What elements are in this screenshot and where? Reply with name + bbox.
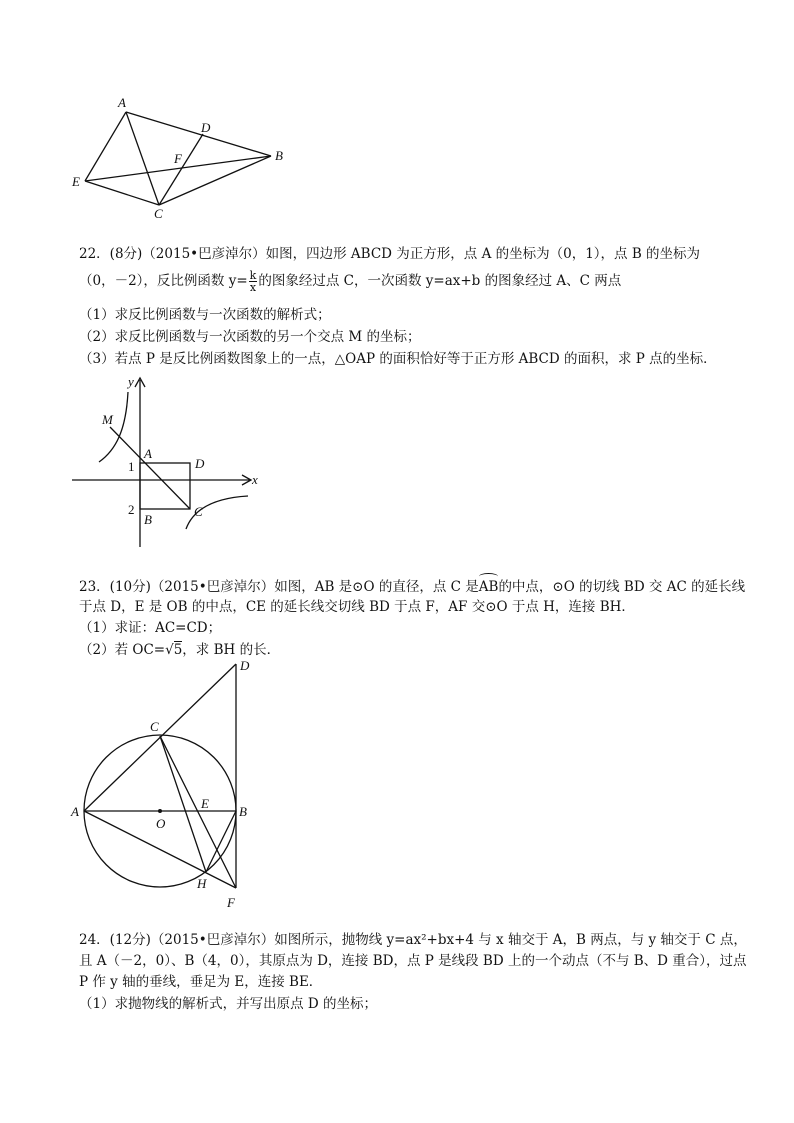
label-b: B (144, 512, 152, 527)
line-mac (110, 427, 190, 509)
q23-line1-b: 的中点，⊙O 的切线 BD 交 AC 的延长线 (498, 579, 746, 595)
line-hb (206, 811, 236, 872)
segment-ac (126, 112, 159, 205)
label-d: D (195, 456, 205, 471)
segment-cd (159, 134, 203, 205)
label-m: M (102, 412, 113, 427)
label-a: A (71, 804, 79, 819)
label-c: C (150, 719, 159, 734)
q24-line2: 且 A（－2，0）、B（4，0），其原点为 D，连接 BD，点 P 是线段 BD 上的一个动点（不与 B、D 重合），过点 (79, 953, 747, 969)
label-tick-2: 2 (128, 502, 135, 517)
label-x: x (252, 472, 258, 487)
label-e: E (201, 796, 209, 811)
line-cf (160, 736, 236, 888)
segment-ec (85, 181, 159, 205)
label-b: B (239, 804, 247, 819)
figure-coordinate-plane (68, 372, 268, 550)
q24-line1: 24．(12分)（2015•巴彦淖尔）如图所示，抛物线 y=ax²+bx+4 与 x 轴交于 A，B 两点，与 y 轴交于 C 点， (79, 932, 747, 948)
label-tick-1: 1 (128, 459, 135, 474)
label-o: O (156, 816, 166, 831)
q23-line1 (79, 576, 745, 598)
label-h: H (197, 876, 207, 891)
q23-sub2: （2）若 OC=√5，求 BH 的长． (79, 642, 281, 658)
center-dot (158, 809, 162, 813)
label-f: F (174, 151, 182, 166)
sqrt-symbol: √ (165, 642, 174, 658)
q22-line2-b: 的图象经过点 C，一次函数 y=ax+b 的图象经过 A、C 两点 (258, 273, 622, 289)
q22-line2-a: （0，－2），反比例函数 y= (79, 273, 248, 289)
q23-line1-a: 23．(10分)（2015•巴彦淖尔）如图，AB 是⊙O 的直径，点 C 是 (79, 579, 479, 595)
line-ch (160, 736, 206, 872)
label-a: A (144, 446, 152, 461)
q22-line1: 22．(8分)（2015•巴彦淖尔）如图，四边形 ABCD 为正方形，点 A 的坐标为（0，1），点 B 的坐标为 (79, 246, 701, 262)
label-f: F (227, 895, 235, 910)
label-d: D (201, 120, 211, 135)
fraction-k-over-x: $\frac{k}{x}$ (249, 269, 257, 294)
q22-line2 (79, 270, 621, 293)
q22-sub1: （1）求反比例函数与一次函数的解析式； (79, 307, 331, 323)
q24-line3: P 作 y 轴的垂线，垂足为 E，连接 BE． (79, 974, 323, 990)
figure-quadrilateral (60, 90, 300, 225)
q22-sub2: （2）求反比例函数与一次函数的另一个交点 M 的坐标； (79, 329, 421, 345)
label-a: A (118, 95, 126, 110)
sqrt-radicand: 5 (173, 642, 183, 658)
q24-sub1: （1）求抛物线的解析式，并写出原点 D 的坐标； (79, 996, 377, 1012)
label-y: y (128, 374, 134, 389)
label-b: B (275, 148, 283, 163)
q22-sub3: （3）若点 P 是反比例函数图象上的一点，△OAP 的面积恰好等于正方形 ABCD 的面积，求 P 点的坐标． (79, 351, 717, 367)
q23-sub1: （1）求证：AC=CD； (79, 620, 222, 636)
label-c: C (194, 504, 203, 519)
arc-ab: AB (479, 576, 499, 598)
q23-line2: 于点 D，E 是 OB 的中点，CE 的延长线交切线 BD 于点 F，AF 交⊙O 于点 H，连接 BH． (79, 599, 635, 615)
segment-ab (126, 112, 271, 156)
hyperbola-branch-left (99, 392, 128, 462)
figure-circle-tangent (66, 656, 266, 912)
label-c: C (154, 206, 163, 221)
label-e: E (72, 174, 80, 189)
label-d: D (240, 658, 250, 673)
segment-ae (85, 112, 126, 181)
